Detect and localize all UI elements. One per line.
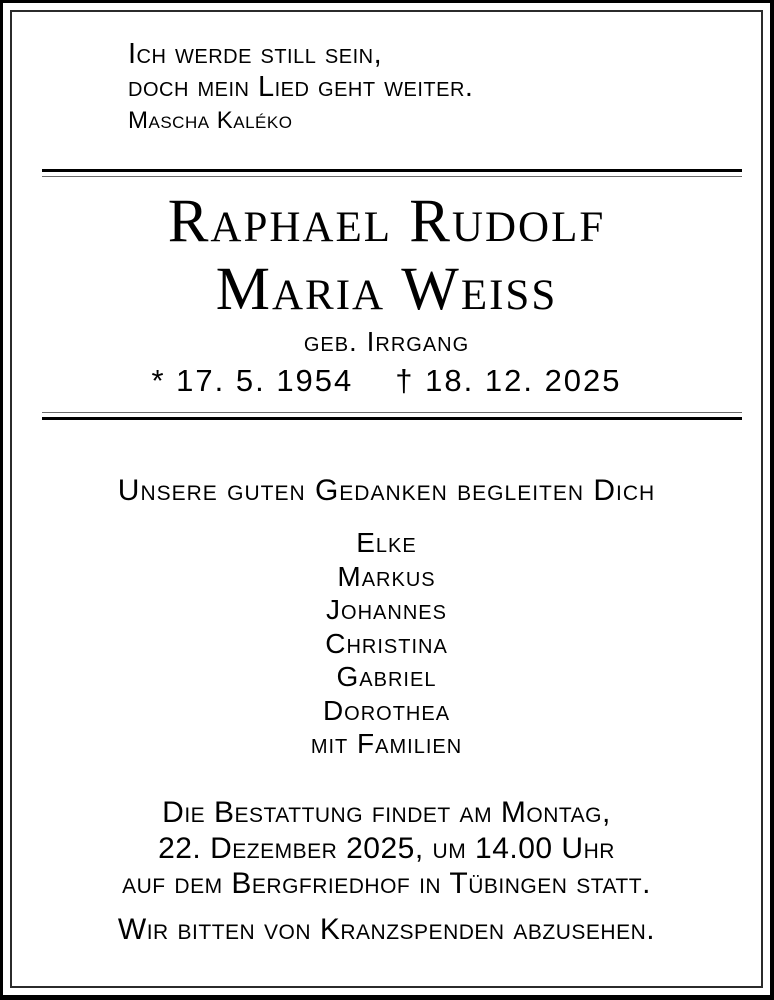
birth-date: 17. 5. 1954 — [176, 363, 354, 398]
funeral-line-3: auf dem Bergfriedhof in Tübingen statt. — [122, 867, 651, 900]
deceased-name-line-1: Raphael Rudolf — [167, 188, 606, 255]
condolence-intro: Unsere guten Gedanken begleiten Dich — [117, 474, 656, 507]
top-divider — [42, 169, 742, 177]
funeral-line-1: Die Bestattung findet am Montag, — [162, 796, 611, 829]
funeral-info — [12, 795, 761, 902]
deceased-name — [12, 188, 761, 324]
quote-line-2: doch mein Lied geht weiter. — [128, 71, 474, 103]
birth-name: geb. Irrgang — [303, 326, 470, 357]
birth-star-symbol: * — [151, 363, 166, 398]
mourner-name: Dorothea — [322, 694, 451, 726]
mourner-name: Elke — [356, 527, 417, 558]
life-dates — [12, 364, 761, 398]
deceased-name-line-2: Maria Weiss — [215, 256, 558, 323]
bottom-divider — [42, 412, 742, 420]
opening-quote — [128, 38, 473, 136]
mourner-name: Markus — [337, 560, 436, 592]
obituary-inner-frame — [10, 10, 763, 988]
mourner-name: Gabriel — [336, 661, 437, 692]
mourner-name: Christina — [325, 627, 448, 659]
mourners-list — [12, 526, 761, 761]
death-date: 18. 12. 2025 — [425, 363, 622, 398]
donation-note: Wir bitten von Kranzspenden abzusehen. — [117, 913, 656, 946]
death-dagger-symbol: † — [395, 363, 415, 398]
quote-line-1: Ich werde still sein, — [128, 38, 383, 70]
mourner-name: Johannes — [326, 594, 447, 625]
death-date-group — [395, 364, 621, 398]
quote-attribution: Mascha Kaléko — [128, 107, 293, 134]
mourner-name: mit Familien — [310, 728, 463, 759]
birth-date-group — [151, 364, 353, 398]
funeral-line-2: 22. Dezember 2025, um 14.00 Uhr — [158, 831, 615, 865]
